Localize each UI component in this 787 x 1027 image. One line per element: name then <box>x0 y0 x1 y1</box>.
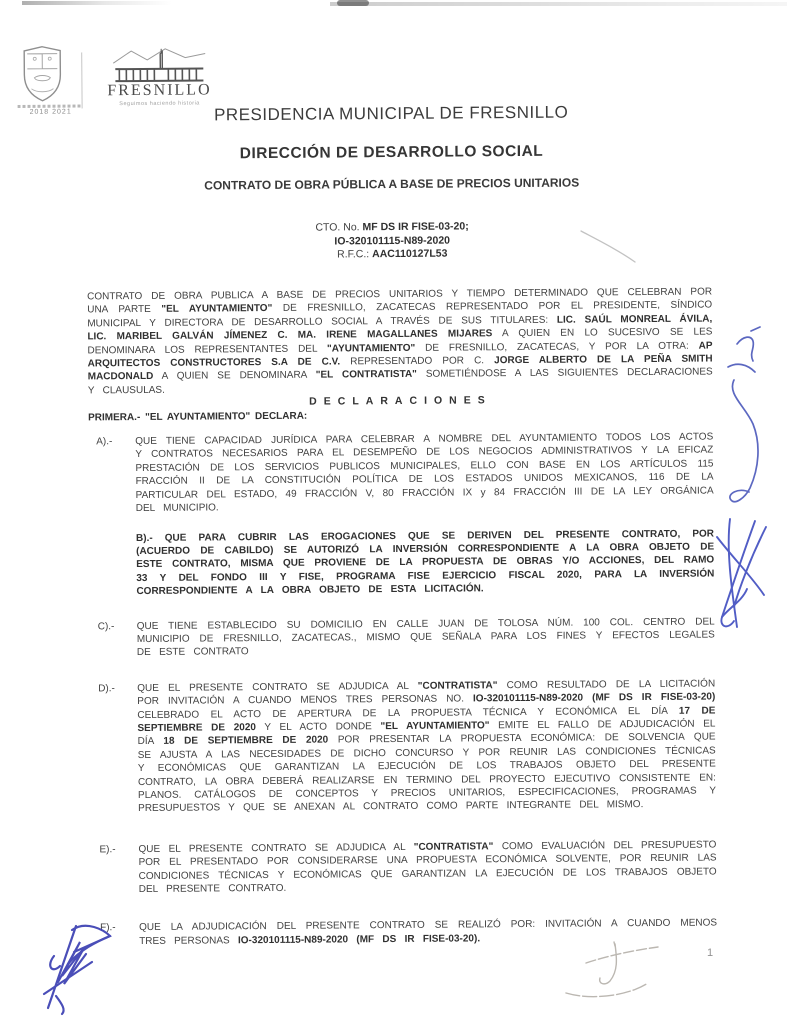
page-header <box>0 0 784 261</box>
item-text: QUE LA ADJUDICACIÓN DEL PRESENTE CONTRATO SE REALIZÓ POR: INVITACIÓN A CUANDO MENOS TRES PERSONAS IO-320101115-N89-2020 (MF DS IR FISE-03-20). <box>139 917 718 947</box>
contract-number-line: CTO. No. MF DS IR FISE-03-20; <box>315 220 469 234</box>
item-text: QUE TIENE ESTABLECIDO SU DOMICILIO EN CALLE JUAN DE TOLOSA NÚM. 100 COL. CENTRO DEL MUNICIPIO DE FRESNILLO, ZACATECAS., MISMO QUE SEÑALA PARA LOS FINES Y EFECTOS LEGALES DE ESTE CONTRATO <box>136 616 715 659</box>
fresnillo-wordmark: FRESNILLO <box>107 81 212 100</box>
item-label: E).- <box>99 844 116 856</box>
contract-reference-block <box>0 218 786 265</box>
declaration-item-a <box>88 431 714 516</box>
primera-heading: PRIMERA.- "EL AYUNTAMIENTO" DECLARA: <box>88 410 308 424</box>
declaration-item-f <box>92 917 717 949</box>
page-subtitle: DIRECCIÓN DE DESARROLLO SOCIAL <box>239 142 544 163</box>
contract-body <box>87 285 717 948</box>
item-text: QUE EL PRESENTE CONTRATO SE ADJUDICA AL "CONTRATISTA" COMO RESULTADO DE LA LICITACIÓN POR INVITACIÓN A CUANDO MENOS TRES PERSONAS NO. IO-320101115-N89-2020 (MF DS IR FISE-03-20) CELEBRADO EL ACTO DE APERTURA DE LA PROPUESTA TÉCNICA Y ECONÓMICA EL DÍA 17 DE SEPTIEMBRE DE 2020 Y EL ACTO DONDE "EL AYUNTAMIENTO" EMITE EL FALLO DE ADJUDICACIÓN EL DÍA 18 DE SEPTIEMBRE DE 2020 POR PRESENTAR LA PROPUESTA ECONÓMICA: DE SOLVENCIA QUE SE AJUSTA A LAS NECESIDADES DE DICHO CONCURSO Y POR REUNIR LAS CONDICIONES TÉCNICAS Y ECONÓMICAS QUE GARANTIZAN LA EJECUCIÓN DE LOS TRABAJOS OBJETO DEL PRESENTE CONTRATO, LA OBRA DEBERÁ REALIZARSE EN TERMINO DEL PROYECTO EJECUTIVO CONSISTENTE EN: PLANOS. CATÁLOGOS DE CONCEPTOS Y PRECIOS UNITARIOS, ESPECIFICACIONES, PROGRAMAS Y PRESUPUESTOS Y QUE SE ANEXAN AL CONTRATO COMO PARTE INTEGRANTE DEL MISMO. <box>137 678 717 815</box>
page-title: PRESIDENCIA MUNICIPAL DE FRESNILLO <box>213 102 569 125</box>
rfc-line: R.F.C.: AAC110127L53 <box>337 247 448 261</box>
logo-divider <box>81 52 82 108</box>
item-text: B).- QUE PARA CUBRIR LAS EROGACIONES QUE SE DERIVEN DEL PRESENTE CONTRATO, POR (ACUERDO DE CABILDO) SE AUTORIZÓ LA INVERSIÓN CORRESPONDIENTE A LA OBRA OBJETO DE ESTE CONTRATO, MISMA QUE PROVIENE DE LA PROPUESTA DE OBRAS Y/O ACCIONES, DEL RAMO 33 Y DEL FONDO III Y FISE, PROGRAMA FISE EJERCICIO FISCAL 2020, PARA LA INVERSIÓN CORRESPONDIENTE A LA OBRA OBJETO DE ESTA LICITACIÓN. <box>135 527 715 598</box>
declaraciones-heading: DECLARACIONES <box>309 394 492 408</box>
preamble-paragraph: CONTRATO DE OBRA PUBLICA A BASE DE PRECIOS UNITARIOS Y TIEMPO DETERMINADO QUE CELEBRAN POR UNA PARTE "EL AYUNTAMIENTO" DE FRESNILLO, ZACATECAS REPRESENTADO POR EL PRESIDENTE, SÍNDICO MUNICIPAL Y DIRECTORA DE DESARROLLO SOCIAL A TRAVÉS DE SUS TITULARES: LIC. SAÚL MONREAL ÁVILA, LIC. MARIBEL GALVÁN JÍMENEZ C. MA. IRENE MAGALLANES MIJARES A QUIEN EN LO SUCESIVO SE LES DENOMINARA LOS REPRESENTANTES DEL "AYUNTAMIENTO" DE FRESNILLO, ZACATECAS, Y POR LA OTRA: AP ARQUITECTOS CONSTRUCTORES S.A DE C.V. REPRESENTADO POR C. JORGE ALBERTO DE LA PEÑA SMITH MACDONALD A QUIEN SE DENOMINARA "EL CONTRATISTA" SOMETIÉNDOSE A LAS SIGUIENTES DECLARACIONES Y CLAUSULAS. <box>87 286 713 397</box>
tender-number-line: IO-320101115-N89-2020 <box>334 234 451 247</box>
item-text: QUE EL PRESENTE CONTRATO SE ADJUDICA AL "CONTRATISTA" COMO EVALUACIÓN DEL PRESUPUESTO POR EL PRESENTADO POR CONSIDERARSE UNA PROPUESTA ECONÓMICA SOLVENTE, POR REUNIR LAS CONDICIONES TÉCNICAS Y ECONÓMICAS QUE GARANTIZAN LA EJECUCIÓN DE LOS TRABAJOS OBJETO DEL PRESENTE CONTRATO. <box>138 839 717 896</box>
page-number: 1 <box>706 947 714 959</box>
item-label <box>89 532 137 599</box>
fresnillo-tagline: Seguimos haciendo historia <box>119 100 200 108</box>
coat-of-arms-icon <box>21 45 63 103</box>
item-label: A).- <box>96 436 113 448</box>
item-text: QUE TIENE CAPACIDAD JURÍDICA PARA CELEBRAR A NOMBRE DEL AYUNTAMIENTO TODOS LOS ACTOS Y CONTRATOS NECESARIOS PARA EL DESEMPEÑO DE LOS NEGOCIOS ADMINISTRATIVOS Y LA EFICAZ PRESTACIÓN DE LOS SERVICIOS PUBLICOS MUNICIPALES, ELLO CON BASE EN LOS ARTÍCULOS 115 FRACCIÓN II DE LA CONSTITUCIÓN POLÍTICA DE LOS ESTADOS UNIDOS MEXICANOS, 116 DE LA PARTICULAR DEL ESTADO, 49 FRACCIÓN V, 80 FRACCIÓN IX y 84 FRACCIÓN III DE LA LEY ORGÁNICA DEL MUNICIPIO. <box>135 431 714 515</box>
item-label: D).- <box>98 682 115 695</box>
shield-years: 2018 2021 <box>29 108 72 116</box>
declaration-item-c <box>90 615 715 660</box>
declaration-item-e <box>91 838 716 897</box>
item-label: F).- <box>100 922 116 934</box>
declaration-item-d <box>90 677 716 816</box>
declaration-item-b <box>89 527 715 599</box>
item-label: C).- <box>97 620 115 632</box>
declaration-items <box>88 431 717 949</box>
document-type-heading: CONTRATO DE OBRA PÚBLICA A BASE DE PRECIOS UNITARIOS <box>204 175 580 193</box>
